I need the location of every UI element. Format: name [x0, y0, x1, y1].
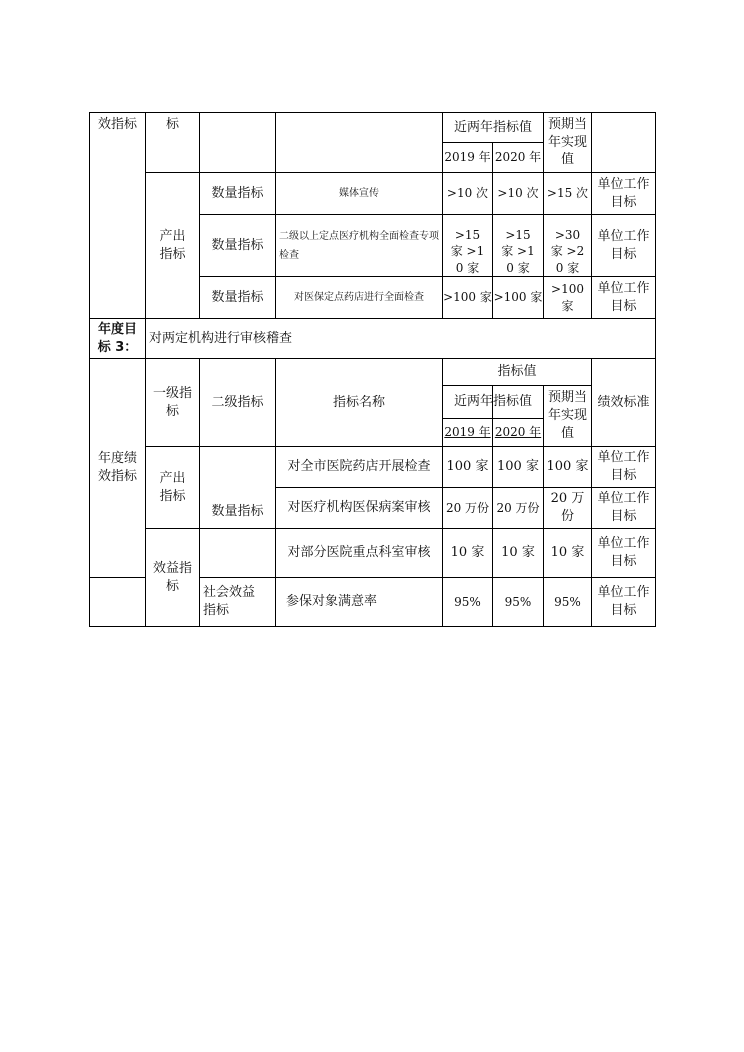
indicator-cell: 产出指标 — [159, 470, 186, 504]
header-cell: 2019 年 — [444, 425, 491, 440]
rule — [89, 626, 656, 627]
header-cell: 预期当年实现值 — [547, 390, 587, 441]
indicator-cell: 数量指标 — [211, 504, 264, 520]
table-cell: 单位工作目标 — [597, 585, 650, 618]
table-cell: 二级以上定点医疗机构全面检查专项检查 — [279, 230, 439, 261]
table-cell: >15 家 >10 家 — [501, 227, 535, 275]
header-cell: 指标名称 — [332, 394, 385, 410]
table-cell: >30 家 >20 家 — [550, 227, 585, 275]
table-cell: 单位工作目标 — [597, 280, 650, 314]
header-cell: 2019 年 — [444, 150, 491, 165]
header-cell: 标 — [165, 117, 179, 132]
indicator-cell: 产出指标 — [159, 228, 186, 262]
rule — [89, 577, 145, 578]
table-cell: 单位工作目标 — [597, 450, 650, 483]
table-cell: 20 万份 — [550, 491, 585, 524]
header-cell: 二级指标 — [211, 394, 264, 410]
goal-text: 对两定机构进行审核稽查 — [149, 330, 293, 346]
table-cell: 数量指标 — [211, 289, 264, 305]
table-cell: >100 家 — [493, 290, 543, 305]
header-cell: 近两年指标值 — [453, 394, 532, 410]
table-cell: >100 家 — [443, 290, 492, 305]
table-cell: 100 家 — [546, 459, 589, 475]
table-cell: 参保对象满意率 — [286, 594, 378, 610]
header-cell: 效指标 — [97, 117, 137, 132]
goal-label: 年度目标 3： — [97, 321, 138, 355]
table-cell: 单位工作目标 — [597, 536, 650, 569]
table-cell: 单位工作目标 — [597, 176, 650, 210]
table-cell: >100 家 — [551, 281, 584, 313]
table-cell: 95% — [504, 594, 532, 609]
table-cell: 单位工作目标 — [597, 491, 650, 524]
table-cell: 20 万份 — [445, 500, 490, 515]
header-cell: 指标值 — [497, 364, 537, 380]
header-cell: 一级指标 — [152, 385, 192, 419]
table-cell: >15 家 >10 家 — [450, 227, 485, 275]
table-cell: 对医疗机构医保病案审核 — [287, 500, 431, 516]
header-cell: 近两年指标值 — [453, 119, 532, 135]
table-cell: >10 次 — [446, 186, 489, 201]
header-cell: 2020 年 — [494, 150, 542, 165]
table-cell: 对部分医院重点科室审核 — [287, 545, 431, 561]
table-cell: 社会效益指标 — [203, 585, 256, 618]
header-cell: 绩效标准 — [597, 394, 650, 410]
table-cell: 95% — [554, 594, 581, 609]
table-cell: 10 家 — [450, 545, 485, 561]
table-cell: 单位工作目标 — [597, 228, 650, 262]
table-cell: >15 次 — [546, 186, 589, 201]
indicator-cell: 效益指标 — [152, 560, 192, 594]
table-cell: 数量指标 — [211, 185, 264, 201]
table-cell: 10 家 — [501, 545, 535, 561]
rule — [655, 112, 656, 627]
indicator-cell: 年度绩效指标 — [97, 451, 137, 484]
header-cell: 预期当年实现值 — [547, 116, 587, 168]
table-cell: 数量指标 — [211, 237, 264, 253]
table-cell: 媒体宣传 — [339, 188, 379, 199]
table-cell: 20 万份 — [496, 500, 540, 515]
table-cell: 对医保定点药店进行全面检查 — [294, 292, 424, 303]
table-cell: 100 家 — [497, 459, 539, 475]
table-cell: 95% — [454, 594, 481, 609]
table-cell: 对全市医院药店开展检查 — [287, 459, 431, 475]
header-cell: 2020 年 — [494, 425, 542, 440]
table-cell: 10 家 — [550, 545, 585, 561]
table-cell: 100 家 — [446, 459, 489, 475]
table-cell: >10 次 — [497, 186, 539, 201]
